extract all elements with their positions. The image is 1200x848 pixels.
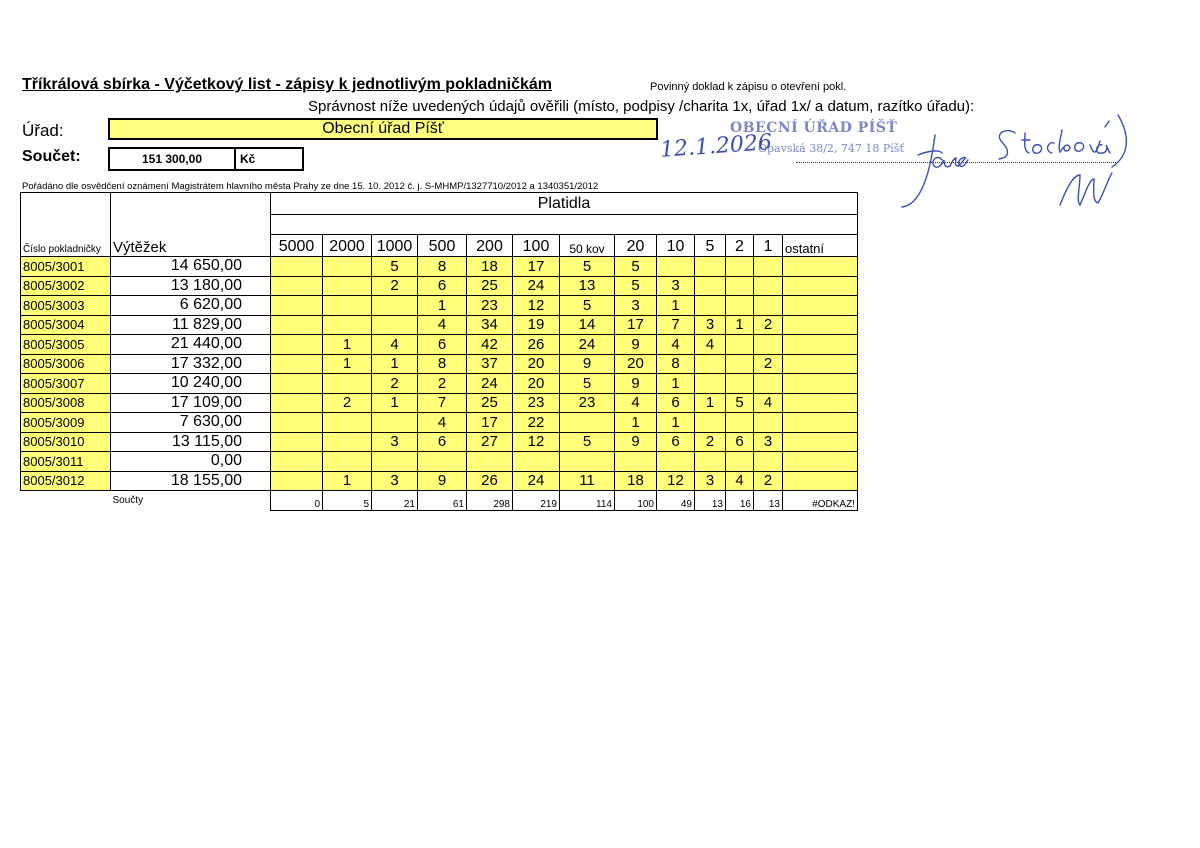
count-cell: 20 [513,354,560,374]
count-cell: 24 [560,335,615,355]
denomination-header: 2 [726,235,754,257]
count-cell: 1 [323,354,372,374]
count-cell [271,335,323,355]
totals-row [21,491,858,511]
count-cell: 9 [560,354,615,374]
count-cell: 24 [467,374,513,394]
count-cell: 9 [615,335,657,355]
count-cell: 1 [323,471,372,491]
count-cell: 23 [560,393,615,413]
total-cell: 5 [323,491,372,511]
box-id-cell: 8005/3006 [21,354,111,374]
count-cell: 5 [560,374,615,394]
count-cell [467,452,513,472]
mandatory-note: Povinný doklad k zápisu o otevření pokl. [650,81,847,93]
header-spacer [271,215,858,235]
count-cell [754,276,783,296]
count-cell [271,432,323,452]
count-cell: 20 [513,374,560,394]
count-cell [271,471,323,491]
count-cell: 1 [657,374,695,394]
count-cell [323,276,372,296]
box-value-cell: 7 630,00 [111,413,271,433]
box-id-cell: 8005/3012 [21,471,111,491]
count-cell [657,257,695,277]
box-value-cell: 10 240,00 [111,374,271,394]
count-cell [418,452,467,472]
box-value-cell: 21 440,00 [111,335,271,355]
count-cell: 37 [467,354,513,374]
count-cell: 8 [418,354,467,374]
stamp-line-2: Opavská 38/2, 747 18 Píšť [758,142,904,155]
count-cell [271,452,323,472]
denomination-header: 20 [615,235,657,257]
count-cell: 6 [418,276,467,296]
box-value-cell: 13 180,00 [111,276,271,296]
count-cell: 27 [467,432,513,452]
count-cell: 5 [615,276,657,296]
total-cell: 13 [754,491,783,511]
count-cell: 4 [726,471,754,491]
box-value-cell: 11 829,00 [111,315,271,335]
total-cell: 16 [726,491,754,511]
count-cell: 4 [418,315,467,335]
count-cell [323,452,372,472]
count-cell: 3 [754,432,783,452]
count-cell: 2 [695,432,726,452]
count-cell: 12 [513,432,560,452]
count-cell [726,257,754,277]
count-cell: 5 [560,432,615,452]
count-cell: 6 [726,432,754,452]
count-cell: 25 [467,276,513,296]
count-cell: 4 [418,413,467,433]
count-cell [271,257,323,277]
count-cell: 6 [657,393,695,413]
table-row [21,354,858,374]
count-cell: 26 [513,335,560,355]
count-cell: 1 [418,296,467,316]
count-cell [372,296,418,316]
office-label: Úřad: [22,121,64,140]
count-cell: 42 [467,335,513,355]
count-cell: 4 [695,335,726,355]
count-cell: 17 [513,257,560,277]
count-cell: 4 [615,393,657,413]
denomination-header: 1 [754,235,783,257]
signature-icon [890,95,1135,230]
totals-blank [21,491,111,511]
count-cell: 8 [418,257,467,277]
currency-field: Kč [236,147,304,171]
count-cell: 1 [372,354,418,374]
count-cell [726,296,754,316]
count-cell: 2 [372,374,418,394]
count-cell: 3 [695,315,726,335]
count-cell [560,452,615,472]
count-cell: 24 [513,276,560,296]
count-cell: 4 [657,335,695,355]
box-id-cell: 8005/3002 [21,276,111,296]
count-cell: 2 [323,393,372,413]
count-cell: 5 [560,257,615,277]
count-cell: 14 [560,315,615,335]
handwritten-date: 12.1.2026 [659,130,773,163]
collection-table [20,192,858,511]
count-cell: 1 [657,296,695,316]
count-cell: 34 [467,315,513,335]
denomination-header: ostatní [783,235,858,257]
count-cell: 22 [513,413,560,433]
count-cell: 8 [657,354,695,374]
count-cell [695,276,726,296]
denominations-group-header: Platidla [271,193,858,215]
page-title: Tříkrálová sbírka - Výčetkový list - zápisy k jednotlivým pokladničkám [22,76,552,93]
count-cell [323,432,372,452]
total-cell: #ODKAZ! [783,491,858,511]
box-id-cell: 8005/3001 [21,257,111,277]
table-row [21,471,858,491]
totals-label: Součty [112,495,144,507]
count-cell [695,374,726,394]
count-cell [695,413,726,433]
count-cell: 2 [754,471,783,491]
count-cell [323,296,372,316]
count-cell [615,452,657,472]
count-cell: 2 [418,374,467,394]
count-cell [783,452,858,472]
count-cell: 5 [372,257,418,277]
office-field: Obecní úřad Píšť [108,118,658,140]
count-cell: 4 [754,393,783,413]
permit-text: Pořádáno dle osvědčení oznámení Magistrátem hlavního města Prahy ze dne 15. 10. 2012 č. j. S-MHMP/1327710/2012 a 1340351/2012 [22,181,599,192]
count-cell [323,315,372,335]
count-cell: 2 [754,354,783,374]
count-cell: 5 [560,296,615,316]
box-id-cell: 8005/3003 [21,296,111,316]
count-cell: 23 [467,296,513,316]
box-value-cell: 17 109,00 [111,393,271,413]
table-row [21,335,858,355]
count-cell [783,296,858,316]
count-cell: 3 [657,276,695,296]
count-cell [560,413,615,433]
count-cell [271,393,323,413]
sum-field: 151 300,00 [108,147,236,171]
total-cell: 0 [271,491,323,511]
count-cell [726,452,754,472]
count-cell: 2 [754,315,783,335]
count-cell [726,374,754,394]
count-cell [783,471,858,491]
denomination-header: 5 [695,235,726,257]
count-cell [783,413,858,433]
count-cell [323,413,372,433]
box-id-cell: 8005/3005 [21,335,111,355]
count-cell [271,354,323,374]
count-cell [271,315,323,335]
box-value-cell: 14 650,00 [111,257,271,277]
count-cell [754,335,783,355]
count-cell: 3 [372,471,418,491]
table-row [21,276,858,296]
count-cell [754,413,783,433]
count-cell [271,413,323,433]
count-cell: 25 [467,393,513,413]
count-cell: 11 [560,471,615,491]
count-cell [726,335,754,355]
count-cell [372,452,418,472]
count-cell [695,354,726,374]
count-cell [783,276,858,296]
value-column-header: Výtěžek [111,193,271,257]
stamp-line-1: OBECNÍ ÚŘAD PÍŠŤ [730,120,898,136]
count-cell: 4 [372,335,418,355]
count-cell: 6 [418,432,467,452]
count-cell: 5 [615,257,657,277]
denomination-header: 200 [467,235,513,257]
count-cell: 1 [695,393,726,413]
box-value-cell: 13 115,00 [111,432,271,452]
count-cell [695,296,726,316]
denomination-header: 5000 [271,235,323,257]
count-cell: 12 [513,296,560,316]
count-cell [271,296,323,316]
count-cell: 17 [615,315,657,335]
verification-text: Správnost níže uvedených údajů ověřili (místo, podpisy /charita 1x, úřad 1x/ a datum, razítko úřadu): [308,98,975,115]
box-id-cell: 8005/3007 [21,374,111,394]
count-cell [657,452,695,472]
table-row [21,432,858,452]
count-cell [783,257,858,277]
count-cell [726,354,754,374]
table-row [21,413,858,433]
count-cell: 12 [657,471,695,491]
count-cell: 3 [695,471,726,491]
count-cell [754,296,783,316]
count-cell [783,374,858,394]
count-cell [323,374,372,394]
denomination-header: 500 [418,235,467,257]
count-cell: 1 [615,413,657,433]
count-cell [754,452,783,472]
count-cell [754,374,783,394]
count-cell: 1 [726,315,754,335]
count-cell: 7 [657,315,695,335]
count-cell [783,315,858,335]
count-cell: 9 [615,374,657,394]
table-row [21,296,858,316]
count-cell: 2 [372,276,418,296]
count-cell: 6 [418,335,467,355]
box-value-cell: 17 332,00 [111,354,271,374]
total-cell: 100 [615,491,657,511]
total-cell: 21 [372,491,418,511]
denomination-header: 1000 [372,235,418,257]
table-row [21,452,858,472]
box-id-cell: 8005/3004 [21,315,111,335]
sum-label: Součet: [22,148,81,165]
table-row [21,257,858,277]
count-cell: 1 [657,413,695,433]
count-cell [726,276,754,296]
box-id-cell: 8005/3010 [21,432,111,452]
count-cell: 18 [467,257,513,277]
total-cell: 13 [695,491,726,511]
count-cell: 20 [615,354,657,374]
count-cell: 17 [467,413,513,433]
count-cell [271,276,323,296]
count-cell: 18 [615,471,657,491]
denomination-header: 50 kov [560,235,615,257]
total-cell: 114 [560,491,615,511]
count-cell [695,452,726,472]
box-value-cell: 0,00 [111,452,271,472]
denomination-header: 2000 [323,235,372,257]
count-cell [754,257,783,277]
denomination-header: 100 [513,235,560,257]
count-cell: 7 [418,393,467,413]
table-row [21,374,858,394]
count-cell: 19 [513,315,560,335]
count-cell: 13 [560,276,615,296]
count-cell [783,432,858,452]
box-value-cell: 18 155,00 [111,471,271,491]
count-cell [695,257,726,277]
count-cell [323,257,372,277]
count-cell [372,315,418,335]
count-cell: 26 [467,471,513,491]
table-row [21,393,858,413]
count-cell [783,335,858,355]
count-cell [513,452,560,472]
count-cell: 9 [615,432,657,452]
count-cell: 9 [418,471,467,491]
id-column-header: Číslo pokladničky [21,193,111,257]
count-cell: 6 [657,432,695,452]
count-cell: 3 [615,296,657,316]
count-cell [271,374,323,394]
count-cell: 1 [372,393,418,413]
count-cell [783,354,858,374]
box-value-cell: 6 620,00 [111,296,271,316]
table-row [21,315,858,335]
box-id-cell: 8005/3009 [21,413,111,433]
total-cell: 61 [418,491,467,511]
count-cell: 1 [323,335,372,355]
denomination-header: 10 [657,235,695,257]
total-cell: 219 [513,491,560,511]
count-cell: 3 [372,432,418,452]
count-cell: 24 [513,471,560,491]
count-cell: 23 [513,393,560,413]
total-cell: 298 [467,491,513,511]
count-cell [372,413,418,433]
count-cell [783,393,858,413]
box-id-cell: 8005/3008 [21,393,111,413]
count-cell: 5 [726,393,754,413]
box-id-cell: 8005/3011 [21,452,111,472]
total-cell: 49 [657,491,695,511]
count-cell [726,413,754,433]
